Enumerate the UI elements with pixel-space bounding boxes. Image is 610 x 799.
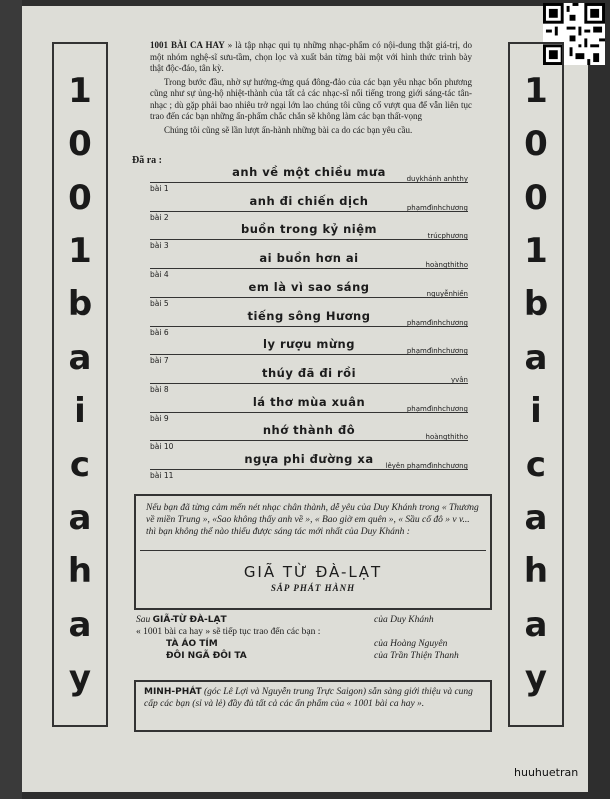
side-title-char: 0 (524, 177, 548, 218)
song-author: lêyên phạmđìnhchương (385, 462, 468, 470)
song-author: yvân (450, 375, 468, 384)
song-author: nguyễnhiền (426, 289, 468, 298)
after-author: của Duy Khánh (374, 615, 434, 625)
song-entry[interactable] (150, 222, 468, 250)
song-title: ngựa phi đường xa (244, 452, 374, 466)
side-title-char: 1 (68, 70, 92, 111)
distributor-text: (góc Lê Lợi và Nguyễn trung Trực Saigon) sẵn sàng giới thiệu và cung cấp các bạn (sỉ và lẻ) đầy đủ tất cả các ấn phẩm của « 1001 bài ca hay ». (144, 687, 473, 709)
song-rule (150, 297, 468, 298)
side-title-char: 1 (68, 230, 92, 271)
song-entry[interactable] (150, 366, 468, 394)
promo-inner-box (140, 550, 486, 607)
song-number: bài 1 (150, 184, 169, 193)
song-rule (150, 182, 468, 183)
upcoming-song-2-author: của Trần Thiện Thanh (374, 651, 459, 661)
side-title-char: 0 (68, 177, 92, 218)
song-number: bài 2 (150, 212, 169, 222)
song-author: hoàngthitho (425, 433, 468, 442)
side-title-char: 0 (524, 124, 548, 165)
after-title: GIÃ-TỪ ĐÀ-LẠT (152, 615, 227, 625)
song-entry[interactable] (150, 194, 468, 222)
distributor-name: MINH-PHÁT (144, 687, 202, 697)
released-label: Đã ra : (132, 155, 162, 166)
song-number: bài 6 (150, 327, 169, 337)
side-title-char: y (524, 658, 548, 699)
side-title-char: i (74, 391, 86, 432)
side-title-char: a (524, 497, 548, 538)
song-number: bài 3 (150, 241, 169, 251)
song-number: bài 9 (150, 413, 169, 423)
song-entry[interactable] (150, 280, 468, 308)
side-title-char: c (69, 444, 91, 485)
intro-lead: 1001 BÀI CA HAY (150, 40, 225, 50)
song-title: nhớ thành đô (262, 423, 356, 438)
promo-text: Nếu bạn đã từng cảm mến nét nhạc chân thành, dễ yêu của Duy Khánh trong « Thương về miền Trung », «Sao không thấy anh về », « Bao giờ em quên », « Sầu cố đô » v v... thì bạn không thể nào thiếu được sáng tác mới nhất của Duy Khánh : (146, 503, 479, 537)
song-number: bài 5 (150, 298, 169, 308)
upcoming-row (136, 626, 486, 638)
song-number: bài 11 (150, 471, 174, 480)
side-title-char: i (530, 391, 542, 432)
song-rule (150, 412, 468, 413)
side-title-char: 1 (524, 230, 548, 271)
upcoming-row (136, 638, 486, 650)
side-title-char: y (68, 658, 92, 699)
song-rule (150, 239, 468, 240)
side-title-char: a (68, 337, 92, 378)
watermark: huuhuetran (514, 766, 579, 779)
song-author: duykhánh anhthy (406, 175, 468, 183)
song-title: lá thơ mùa xuân (252, 394, 366, 409)
song-author: phạmđìnhchương (406, 404, 468, 413)
side-title-char: 1 (524, 70, 548, 111)
song-entry[interactable] (150, 395, 468, 423)
song-number: bài 10 (150, 442, 174, 452)
song-title: anh đi chiến dịch (249, 193, 369, 208)
upcoming-row (136, 650, 486, 662)
song-title: buồn trong kỷ niệm (240, 222, 378, 237)
side-title-left (52, 42, 108, 727)
promo-title: GIÃ TỪ ĐÀ-LẠT (243, 563, 383, 581)
side-title-char: a (68, 497, 92, 538)
side-title-char: 0 (68, 124, 92, 165)
song-title: ai buồn hơn ai (259, 251, 359, 266)
distributor-box (134, 680, 492, 732)
song-entry[interactable] (150, 423, 468, 451)
song-entry[interactable] (150, 309, 468, 337)
song-rule (150, 354, 468, 355)
side-title-char: a (524, 337, 548, 378)
song-rule (150, 469, 468, 470)
upcoming-song-2: ĐÔI NGÃ ĐÔI TA (166, 651, 247, 661)
side-title-char: h (523, 551, 549, 592)
intro-paragraph-3: Chúng tôi cũng sẽ lần lượt ấn-hành những bài ca do các bạn yêu cầu. (164, 124, 413, 135)
side-title-char: a (68, 604, 92, 645)
upcoming-intro: « 1001 bài ca hay » sẽ tiếp tục trao đến các bạn : (136, 627, 321, 637)
upcoming-song-1-author: của Hoàng Nguyên (374, 639, 448, 649)
song-author: phạmđìnhchương (406, 203, 468, 212)
side-title-char: c (525, 444, 547, 485)
song-number: bài 4 (150, 270, 169, 280)
upcoming-after (136, 614, 227, 626)
after-label: Sau (136, 615, 151, 625)
side-title-char: b (67, 284, 93, 325)
song-number: bài 7 (150, 356, 169, 366)
song-entry[interactable] (150, 251, 468, 279)
side-title-char: h (67, 551, 93, 592)
side-title-char: b (523, 284, 549, 325)
promo-box (134, 494, 492, 610)
upcoming-section (136, 614, 486, 662)
song-entry[interactable] (150, 165, 468, 193)
song-number: bài 8 (150, 384, 169, 394)
song-entry[interactable] (150, 452, 468, 480)
song-author: trúcphương (427, 232, 468, 241)
page-edge-shadow (0, 0, 22, 799)
song-title: anh về một chiều mưa (232, 165, 386, 179)
song-rule (150, 268, 468, 269)
song-entry[interactable] (150, 337, 468, 365)
side-title-right (508, 42, 564, 727)
intro-paragraph-1: » là tập nhạc qui tụ những nhạc-phẩm có nội-dung thật giá-trị, do một nhóm nghệ-sĩ sưu-tầm, chọn lọc và xuất bản từng bài một với hình thức trình bày thật độc-đáo, tân kỳ. (150, 40, 472, 73)
song-rule (150, 326, 468, 327)
promo-subtitle: SẮP PHÁT HÀNH (270, 583, 356, 593)
song-author: hoàngthitho (425, 261, 468, 270)
song-rule (150, 211, 468, 212)
song-author: phạmđìnhchương (406, 318, 468, 327)
song-title: ly rượu mừng (263, 337, 355, 352)
intro-text (150, 40, 472, 138)
song-author: phạmđìnhchương (406, 347, 468, 356)
song-rule (150, 440, 468, 441)
song-rule (150, 383, 468, 384)
song-title: thúy đã đi rồi (261, 365, 357, 380)
upcoming-row (136, 614, 486, 626)
song-title: tiếng sông Hương (247, 308, 371, 323)
intro-paragraph-2: Trong bước đầu, nhờ sự hưởng-ứng quá đông-đảo của các bạn yêu nhạc bốn phương cũng như sự ủng-hộ nhiệt-thành của tất cả các nhạc-sĩ nổi tiếng trong giới sáng-tác tân-nhạc ; dù gặp phải bao nhiêu trở ngại lớn lao chúng tôi cũng cố vượt qua để vẫn liên tục trao đến các bạn những ấn-phẩm chắc chắn sẽ không làm các bạn thất-vọng (150, 76, 472, 121)
song-title: em là vì sao sáng (248, 279, 370, 294)
upcoming-song-1: TÀ ÁO TÍM (166, 639, 218, 649)
side-title-char: a (524, 604, 548, 645)
